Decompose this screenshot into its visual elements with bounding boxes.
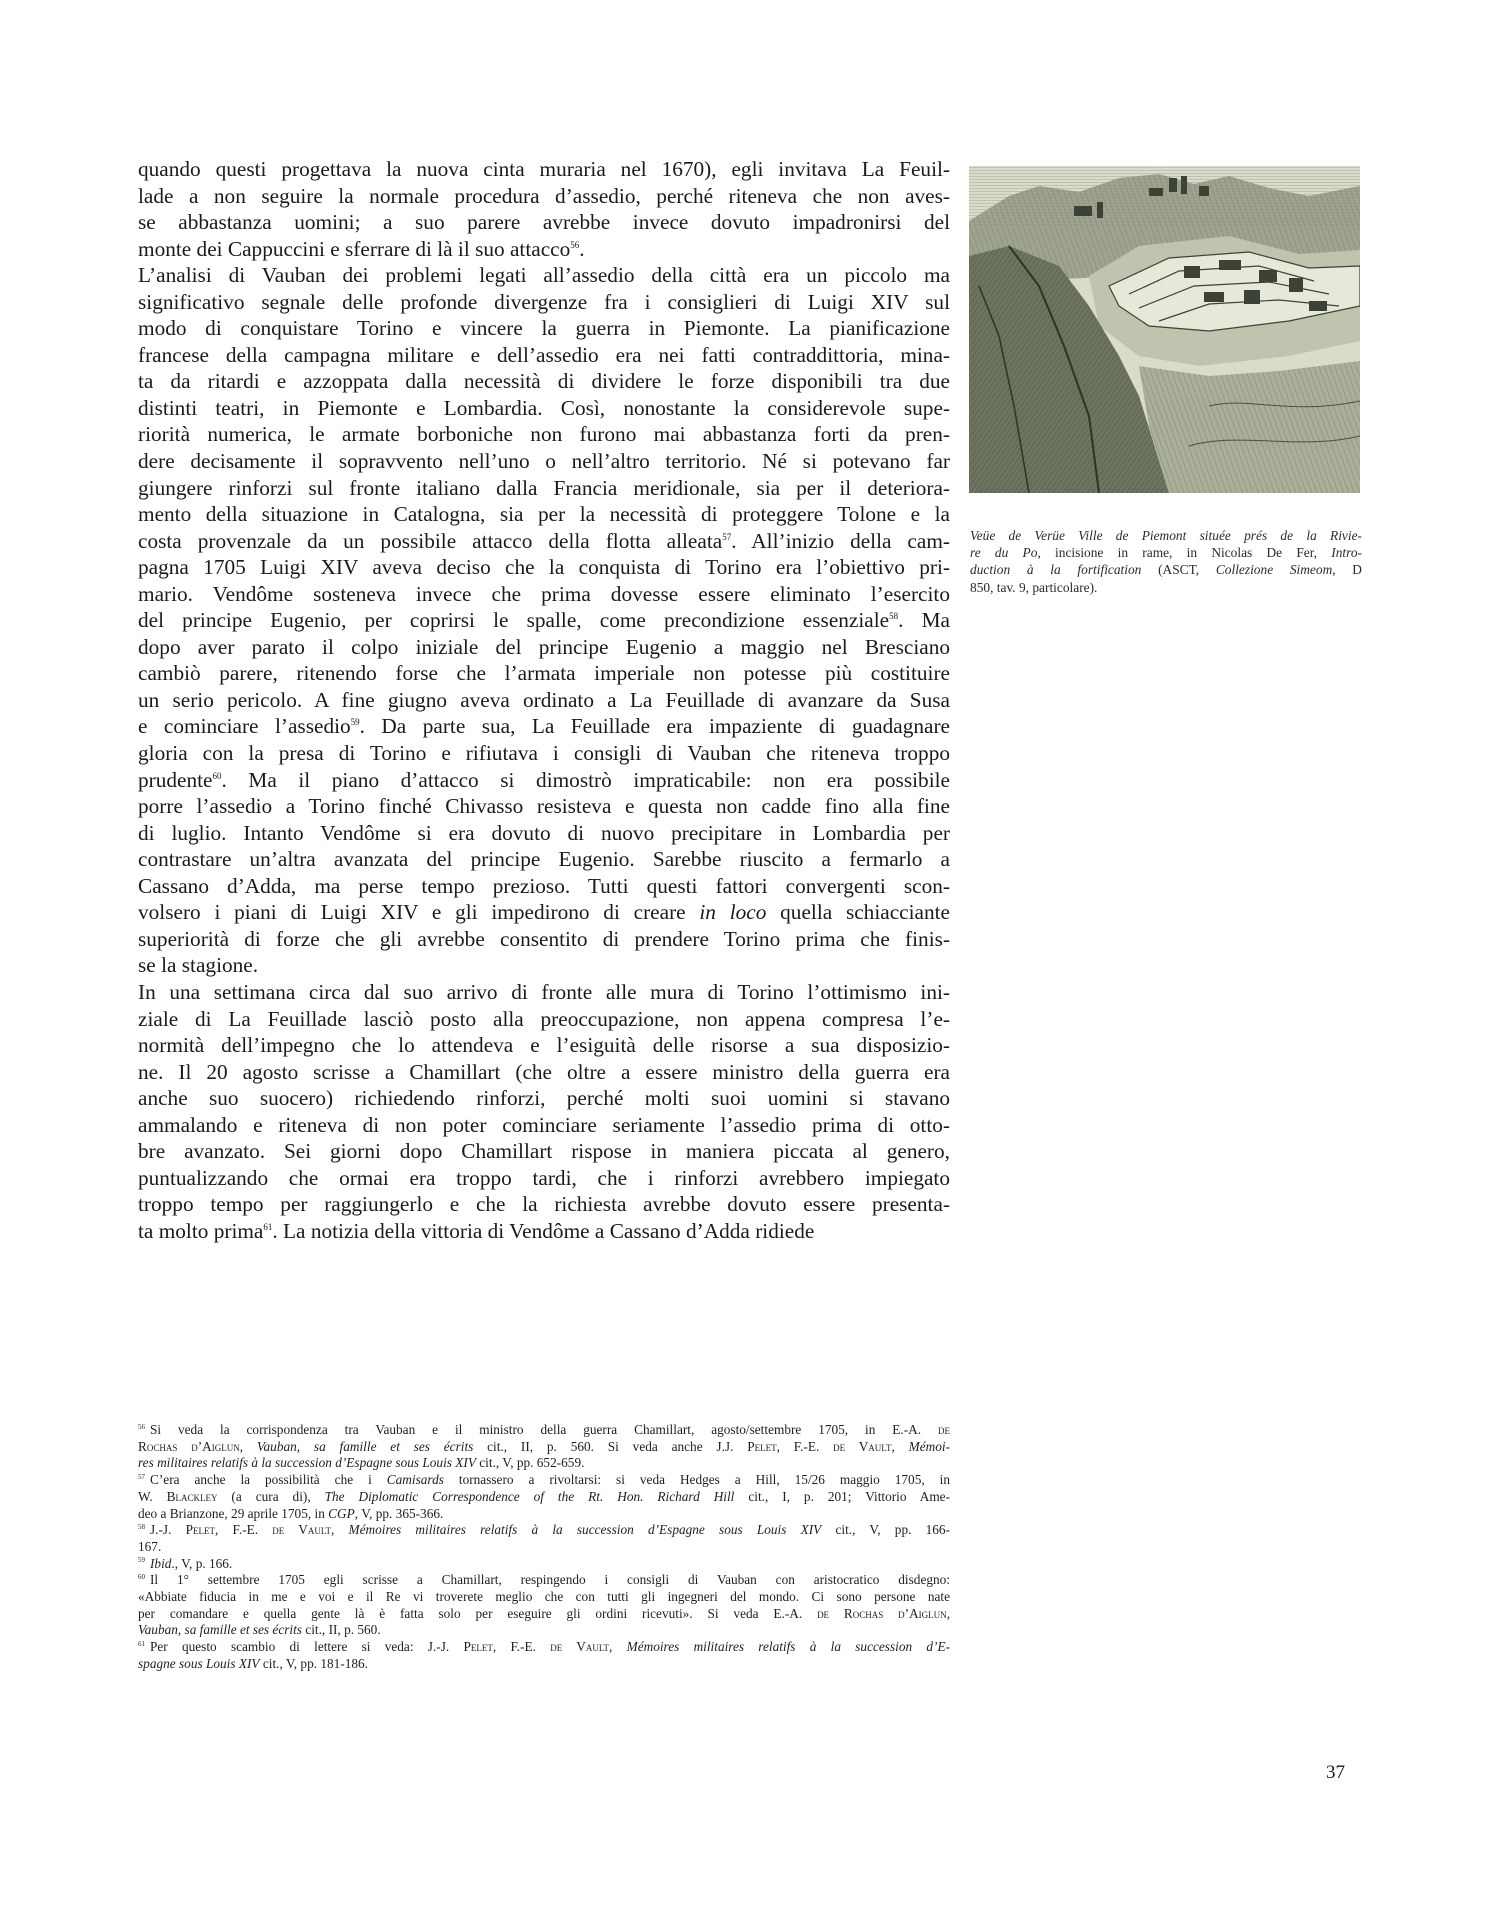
text-run: . bbox=[579, 236, 585, 261]
text-run: . Ma bbox=[898, 608, 950, 633]
text-run: costa provenzale da un possibile attacco della flotta alleata bbox=[138, 528, 723, 553]
text-run: dere decisamente il sopravvento nell’uno o nell’altro territorio. Né si potevano far bbox=[138, 449, 950, 474]
text-run: ta molto prima bbox=[138, 1218, 264, 1243]
footnote-italic: Ibid bbox=[150, 1555, 172, 1571]
text-run: cambiò parere, ritenendo forse che l’armata imperiale non potesse più costituire bbox=[138, 661, 950, 686]
text-line bbox=[138, 1112, 950, 1139]
author-smallcaps: Pelet bbox=[185, 1522, 216, 1538]
footnote-text: cit., V, pp. 166- bbox=[821, 1522, 950, 1538]
text-run: un serio pericolo. A fine giugno aveva ordinato a La Feuillade di avanzare da Susa bbox=[138, 687, 950, 712]
footnote-number: 61 bbox=[138, 1639, 145, 1648]
footnote-line bbox=[138, 1556, 950, 1573]
text-run: . Da parte sua, La Feuillade era impaziente di guadagnare bbox=[359, 714, 950, 739]
footnote bbox=[138, 1422, 950, 1472]
footnote-text: , bbox=[946, 1605, 951, 1621]
text-run: volsero i piani di Luigi XIV e gli impedirono di creare bbox=[138, 900, 700, 925]
footnote-text: Si veda la corrispondenza tra Vauban e il ministro della guerra Chamillart, agosto/settembre 1705, in E.-A. bbox=[150, 1422, 938, 1437]
footnote-ref: 59 bbox=[350, 717, 360, 728]
text-line bbox=[138, 607, 950, 634]
footnote-italic: CGP bbox=[328, 1505, 355, 1521]
text-line bbox=[138, 820, 950, 847]
footnote-line bbox=[138, 1572, 950, 1589]
footnote bbox=[138, 1556, 950, 1573]
footnote-number: 60 bbox=[138, 1572, 145, 1581]
caption-italic: Intro- bbox=[1331, 545, 1363, 561]
caption-italic: Veüe de Verüe Ville de Piemont située prés de la Rivie- bbox=[970, 528, 1362, 543]
text-line bbox=[138, 1138, 950, 1165]
footnote-text: deo a Brianzone, 29 aprile 1705, in bbox=[138, 1505, 329, 1521]
footnote-ref: 60 bbox=[212, 770, 222, 781]
footnote-line bbox=[138, 1522, 950, 1539]
caption-italic: Collezione Simeom bbox=[1215, 562, 1333, 578]
body-text bbox=[138, 156, 950, 1244]
footnote-text: «Abbiate fiducia in me e voi e il Re vi troverete meglio che con tutti gli ingegneri del mondo. Ci sono persone nate bbox=[138, 1589, 950, 1605]
footnote-number: 58 bbox=[138, 1522, 145, 1531]
text-line bbox=[138, 1165, 950, 1192]
footnote-text: , F.-E. bbox=[492, 1639, 551, 1655]
footnote-italic: spagne sous Louis XIV bbox=[138, 1655, 260, 1671]
author-smallcaps: Rochas d’Aiglun bbox=[138, 1438, 240, 1454]
caption-text: , D bbox=[1332, 562, 1362, 578]
text-run: . All’inizio della cam- bbox=[731, 528, 950, 553]
text-line bbox=[138, 1191, 950, 1218]
footnote-line bbox=[138, 1455, 950, 1472]
text-run: anche suo suocero) richiedendo rinforzi, perché molti suoi uomini si stavano bbox=[138, 1086, 950, 1111]
text-line bbox=[138, 846, 950, 873]
footnote-text: , F.-E. bbox=[776, 1438, 834, 1454]
text-line bbox=[138, 554, 950, 581]
text-line bbox=[138, 395, 950, 422]
text-line bbox=[138, 448, 950, 475]
footnote-ref: 56 bbox=[570, 239, 580, 250]
footnote bbox=[138, 1572, 950, 1639]
footnote-line bbox=[138, 1639, 950, 1656]
caption-line bbox=[970, 579, 1362, 596]
text-run: normità dell’impegno che lo attendeva e l’esiguità delle risorse a sua disposizio- bbox=[138, 1033, 950, 1058]
footnote-line bbox=[138, 1622, 950, 1639]
footnote-line bbox=[138, 1589, 950, 1606]
italic-run: in loco bbox=[699, 900, 767, 925]
footnote-text: , bbox=[891, 1438, 909, 1454]
text-line bbox=[138, 687, 950, 714]
text-run: ziale di La Feuillade lasciò posto alla preoccupazione, non appena compresa l’e- bbox=[138, 1006, 950, 1031]
footnote-text: , V, pp. 365-366. bbox=[354, 1505, 444, 1521]
text-run: se abbastanza uomini; a suo parere avrebbe invece dovuto impadronirsi del bbox=[138, 210, 950, 235]
figure-caption bbox=[970, 527, 1362, 596]
text-run: L’analisi di Vauban dei problemi legati all’assedio della città era un piccolo ma bbox=[138, 263, 950, 288]
text-line bbox=[138, 183, 950, 210]
footnote-text: per comandare e quella gente là è fatta solo per eseguire gli ordini ricevuti». Si veda E.-A. bbox=[138, 1605, 818, 1621]
text-run: riorità numerica, le armate borboniche non furono mai abbastanza forti da pren- bbox=[138, 422, 950, 447]
text-line bbox=[138, 1006, 950, 1033]
author-smallcaps: Blackley bbox=[166, 1488, 218, 1504]
footnote-italic: res militaires relatifs à la succession d’Espagne sous Louis XIV bbox=[138, 1455, 476, 1471]
footnote-italic: Mémoi- bbox=[908, 1438, 950, 1454]
author-smallcaps: de Vault bbox=[833, 1438, 892, 1454]
author-smallcaps: de Vault bbox=[550, 1639, 610, 1655]
footnote-text: cit., V, pp. 652-659. bbox=[475, 1455, 585, 1471]
footnote-text: cit., I, p. 201; Vittorio Ame- bbox=[734, 1488, 951, 1504]
text-line bbox=[138, 899, 950, 926]
text-run: puntualizzando che ormai era troppo tardi, che i rinforzi avrebbero impiegato bbox=[138, 1165, 950, 1190]
footnote bbox=[138, 1522, 950, 1555]
text-run: lade a non seguire la normale procedura d’assedio, perché riteneva che non aves- bbox=[138, 183, 950, 208]
text-run: gloria con la presa di Torino e rifiutava i consigli di Vauban che riteneva troppo bbox=[138, 741, 950, 766]
footnote-text: tornassero a rivoltarsi: si veda Hedges a Hill, 15/26 maggio 1705, in bbox=[443, 1472, 950, 1488]
text-run: modo di conquistare Torino e vincere la guerra in Piemonte. La pianificazione bbox=[138, 316, 950, 341]
footnote-line bbox=[138, 1606, 950, 1623]
text-run: prudente bbox=[138, 767, 213, 792]
footnote-number: 59 bbox=[138, 1556, 145, 1565]
text-run: ne. Il 20 agosto scrisse a Chamillart (che oltre a essere ministro della guerra era bbox=[138, 1059, 950, 1084]
footnote bbox=[138, 1472, 950, 1522]
footnote-italic: Mémoires militaires relatifs à la succession d’E- bbox=[626, 1639, 951, 1655]
caption-italic: re du Po bbox=[970, 545, 1038, 561]
footnote-number: 57 bbox=[138, 1472, 145, 1481]
page-number: 37 bbox=[1326, 1762, 1345, 1783]
text-line bbox=[138, 315, 950, 342]
footnote-text: C’era anche la possibilità che i bbox=[150, 1472, 387, 1488]
footnote-text: , F.-E. bbox=[215, 1522, 273, 1538]
text-line bbox=[138, 873, 950, 900]
caption-line bbox=[970, 561, 1362, 578]
text-run: contrastare un’altra avanzata del principe Eugenio. Sarebbe riuscito a fermarlo a bbox=[138, 847, 950, 872]
author-smallcaps: de Rochas d’Aiglun bbox=[817, 1605, 947, 1621]
footnote-ref: 61 bbox=[263, 1221, 273, 1232]
caption-line bbox=[970, 527, 1362, 544]
footnote-text: Per questo scambio di lettere si veda: J.-J. bbox=[150, 1639, 464, 1655]
text-line bbox=[138, 926, 950, 953]
text-run: In una settimana circa dal suo arrivo di fronte alle mura di Torino l’ottimismo ini- bbox=[138, 979, 950, 1004]
footnote-line bbox=[138, 1506, 950, 1523]
text-line bbox=[138, 979, 950, 1006]
author-smallcaps: de bbox=[938, 1422, 950, 1437]
text-line bbox=[138, 634, 950, 661]
text-line bbox=[138, 1059, 950, 1086]
footnote-italic: Mémoires militaires relatifs à la succession d’Espagne sous Louis XIV bbox=[348, 1522, 822, 1538]
text-line bbox=[138, 740, 950, 767]
footnote-ref: 57 bbox=[722, 531, 732, 542]
caption-text: (ASCT, bbox=[1141, 562, 1216, 578]
text-run: significativo segnale delle profonde divergenze fra i consiglieri di Luigi XIV sul bbox=[138, 289, 950, 314]
footnote-text: 167. bbox=[138, 1538, 162, 1554]
text-run: ammalando e riteneva di non poter cominciare seriamente l’assedio prima di otto- bbox=[138, 1112, 950, 1137]
footnote-text: , bbox=[239, 1438, 257, 1454]
text-line bbox=[138, 767, 950, 794]
footnote-text: cit., II, p. 560. Si veda anche J.J. bbox=[473, 1438, 748, 1454]
body-paragraph bbox=[138, 979, 950, 1244]
text-run: del principe Eugenio, per coprirsi le spalle, come precondizione essenziale bbox=[138, 608, 890, 633]
text-line bbox=[138, 1085, 950, 1112]
text-run: . La notizia della vittoria di Vendôme a Cassano d’Adda ridiede bbox=[272, 1218, 815, 1243]
text-run: quando questi progettava la nuova cinta muraria nel 1670), egli invitava La Feuil- bbox=[138, 157, 950, 181]
footnote-text: ., V, p. 166. bbox=[171, 1555, 233, 1571]
text-run: pagna 1705 Luigi XIV aveva deciso che la conquista di Torino era l’obiettivo pri- bbox=[138, 555, 950, 580]
footnote-text: J.-J. bbox=[150, 1522, 186, 1538]
text-run: porre l’assedio a Torino finché Chivasso resisteva e questa non cadde fino alla fine bbox=[138, 794, 950, 819]
text-line bbox=[138, 342, 950, 369]
body-paragraph bbox=[138, 156, 950, 262]
footnote-line bbox=[138, 1472, 950, 1489]
footnote-text: , bbox=[609, 1639, 627, 1655]
footnote-line bbox=[138, 1656, 950, 1673]
caption-text: , incisione in rame, in Nicolas De Fer, bbox=[1037, 545, 1332, 561]
caption-italic: duction à la fortification bbox=[970, 562, 1142, 578]
text-line bbox=[138, 1218, 950, 1245]
footnote-text: Il 1° settembre 1705 egli scrisse a Chamillart, respingendo i consigli di Vauban con aristocratico disdegno: bbox=[150, 1572, 950, 1588]
engraving-image bbox=[969, 166, 1360, 493]
text-run: bre avanzato. Sei giorni dopo Chamillart rispose in maniera piccata al genero, bbox=[138, 1139, 950, 1164]
author-smallcaps: de Vault bbox=[272, 1522, 332, 1538]
text-run: francese della campagna militare e dell’assedio era nei fatti contraddittoria, mina- bbox=[138, 342, 950, 367]
footnote-text: cit., II, p. 560. bbox=[301, 1622, 381, 1638]
footnote-line bbox=[138, 1539, 950, 1556]
footnote-italic: Camisards bbox=[386, 1472, 444, 1488]
author-smallcaps: Pelet bbox=[463, 1639, 493, 1655]
text-run: troppo tempo per raggiungerlo e che la richiesta avrebbe dovuto essere presenta- bbox=[138, 1192, 950, 1217]
text-run: mento della situazione in Catalogna, sia per la necessità di proteggere Tolone e la bbox=[138, 502, 950, 527]
text-run: monte dei Cappuccini e sferrare di là il suo attacco bbox=[138, 236, 571, 261]
text-line bbox=[138, 475, 950, 502]
text-line bbox=[138, 262, 950, 289]
footnote-line bbox=[138, 1422, 950, 1439]
text-run: e cominciare l’assedio bbox=[138, 714, 351, 739]
caption-line bbox=[970, 544, 1362, 561]
text-run: mario. Vendôme sosteneva invece che prima dovesse essere eliminato l’esercito bbox=[138, 581, 950, 606]
footnote-line bbox=[138, 1439, 950, 1456]
footnote-italic: Vauban, sa famille et ses écrits bbox=[256, 1438, 474, 1454]
text-run: di luglio. Intanto Vendôme si era dovuto di nuovo precipitare in Lombardia per bbox=[138, 820, 950, 845]
text-line bbox=[138, 713, 950, 740]
text-line bbox=[138, 660, 950, 687]
text-line bbox=[138, 156, 950, 183]
text-line bbox=[138, 501, 950, 528]
footnote-text: (a cura di), bbox=[217, 1488, 325, 1504]
footnote-number: 56 bbox=[138, 1422, 145, 1431]
text-line bbox=[138, 528, 950, 555]
text-line bbox=[138, 236, 950, 263]
text-line bbox=[138, 1032, 950, 1059]
text-line bbox=[138, 209, 950, 236]
text-line bbox=[138, 421, 950, 448]
text-run: dopo aver parato il colpo iniziale del principe Eugenio a maggio nel Bresciano bbox=[138, 634, 950, 659]
text-line bbox=[138, 368, 950, 395]
body-paragraph bbox=[138, 262, 950, 979]
text-line bbox=[138, 793, 950, 820]
text-run: ta da ritardi e azzoppata dalla necessità di dividere le forze disponibili tra due bbox=[138, 369, 950, 394]
text-line bbox=[138, 289, 950, 316]
text-run: giungere rinforzi sul fronte italiano dalla Francia meridionale, sia per il deteriora- bbox=[138, 475, 950, 500]
text-line bbox=[138, 581, 950, 608]
engraving-illustration bbox=[969, 166, 1360, 493]
text-run: Cassano d’Adda, ma perse tempo prezioso. Tutti questi fattori convergenti scon- bbox=[138, 873, 950, 898]
footnote-text: , bbox=[331, 1522, 349, 1538]
text-line bbox=[138, 952, 950, 979]
text-run: quella schiacciante bbox=[766, 900, 950, 925]
footnote-line bbox=[138, 1489, 950, 1506]
footnote-italic: The Diplomatic Correspondence of the Rt. Hon. Richard Hill bbox=[324, 1488, 735, 1504]
text-run: se la stagione. bbox=[138, 953, 259, 978]
author-smallcaps: Pelet bbox=[747, 1438, 777, 1454]
text-run: superiorità di forze che gli avrebbe consentito di prendere Torino prima che finis- bbox=[138, 926, 950, 951]
footnote-text: W. bbox=[138, 1488, 167, 1504]
footnote-italic: Vauban, sa famille et ses écrits bbox=[138, 1622, 302, 1638]
footnote-ref: 58 bbox=[889, 611, 899, 622]
text-run: distinti teatri, in Piemonte e Lombardia. Così, nonostante la considerevole supe- bbox=[138, 395, 950, 420]
text-run: . Ma il piano d’attacco si dimostrò impraticabile: non era possibile bbox=[221, 767, 950, 792]
footnote-text: cit., V, pp. 181-186. bbox=[259, 1655, 369, 1671]
caption-text: 850, tav. 9, particolare). bbox=[970, 579, 1098, 595]
footnotes bbox=[138, 1422, 950, 1673]
footnote bbox=[138, 1639, 950, 1672]
